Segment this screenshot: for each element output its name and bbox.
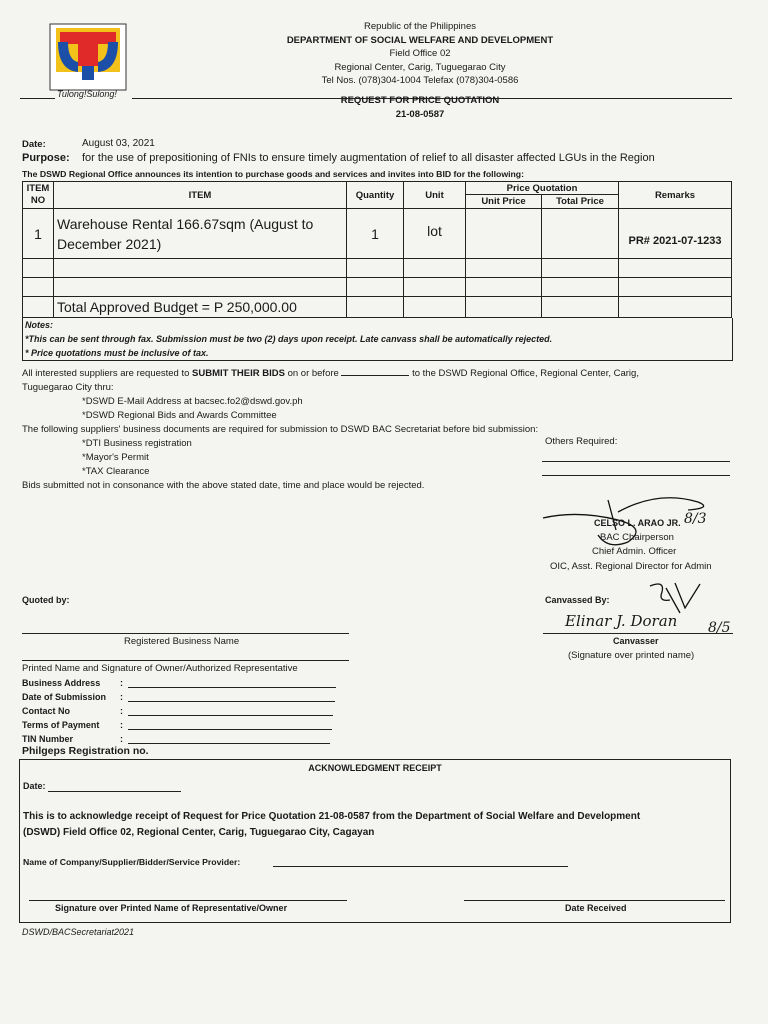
registered-business-label: Registered Business Name [124, 636, 240, 647]
date-submission-input[interactable] [128, 701, 335, 702]
signatory-title-2: Chief Admin. Officer [592, 546, 677, 557]
ack-date-input[interactable] [48, 791, 181, 792]
ack-signature-line[interactable] [29, 900, 347, 901]
document-title: REQUEST FOR PRICE QUOTATION [340, 95, 500, 106]
ack-statement: This is to acknowledge receipt of Request for Price Quotation 21-08-0587 from the Department of Social Welfare and Development (DSWD) Field Office 02, Regional Center, Carig, Tuguegarao City, Cagayan [23, 811, 641, 838]
header-price-quotation: Price Quotation [466, 182, 619, 195]
canvasser-date: 8/5 [708, 620, 731, 636]
canvasser-label: Canvasser [613, 636, 659, 646]
mayor-line: *Mayor's Permit [82, 452, 149, 463]
header-quantity: Quantity [347, 182, 404, 209]
bac-line: *DSWD Regional Bids and Awards Committee [82, 410, 277, 421]
tax-line: *TAX Clearance [82, 466, 150, 477]
dswd-logo [48, 22, 128, 92]
row1-remarks: PR# 2021-07-1233 [619, 209, 732, 259]
header-remarks: Remarks [619, 182, 732, 209]
signatory-title-1: BAC Chairperson [600, 532, 674, 543]
office-address: Regional Center, Carig, Tuguegarao City [334, 61, 506, 73]
date-value: August 03, 2021 [82, 138, 155, 149]
dswd-logo-icon [48, 22, 128, 92]
date-submission-label: Date of Submission [22, 692, 107, 702]
row1-quantity: 1 [347, 209, 404, 259]
notes-line-1: *This can be sent through fax. Submission must be two (2) days upon receipt. Late canvass shall be automatically rejected. [25, 334, 553, 344]
field-colons: : : : : : [120, 678, 123, 744]
notes-box [22, 318, 733, 361]
intent-statement: The DSWD Regional Office announces its intention to purchase goods and services and invites into BID for the following: [22, 169, 524, 179]
contact-label: Contact No [22, 706, 70, 716]
header-total-price: Total Price [542, 195, 619, 209]
table-header-row [23, 182, 732, 195]
total-approved-budget: Total Approved Budget = P 250,000.00 [54, 297, 347, 318]
quoted-by-label: Quoted by: [22, 595, 70, 605]
notes-label: Notes: [25, 320, 54, 330]
table-row [23, 259, 732, 278]
purpose-label: Purpose: [22, 152, 70, 164]
row1-total-price [542, 209, 619, 259]
signatory-date: 8/3 [684, 511, 707, 527]
signatory-title-3: OIC, Asst. Regional Director for Admin [550, 561, 712, 572]
header-unit-price: Unit Price [466, 195, 542, 209]
dti-line: *DTI Business registration [82, 438, 192, 449]
supplier-fields [22, 676, 106, 746]
canvasser-line [543, 633, 733, 634]
business-address-label: Business Address [22, 678, 101, 688]
header-item-no: ITEM NO [23, 182, 54, 209]
ack-signature-label: Signature over Printed Name of Representative/Owner [55, 903, 288, 913]
telephone: Tel Nos. (078)304-1004 Telefax (078)304-0586 [321, 75, 519, 86]
header-item: ITEM [54, 182, 347, 209]
ack-title: ACKNOWLEDGMENT RECEIPT [308, 763, 442, 773]
business-address-input[interactable] [128, 687, 336, 688]
footer-code: DSWD/BACSecretariat2021 [22, 927, 135, 937]
others-line-1 [542, 461, 730, 462]
contact-input[interactable] [128, 715, 333, 716]
row1-unit: lot [404, 209, 466, 259]
table-row [23, 278, 732, 297]
date-received-line[interactable] [464, 900, 725, 901]
signatory-name: CELSO L. ARAO JR. [594, 518, 681, 528]
others-line-2 [542, 475, 730, 476]
date-label: Date: [22, 139, 46, 150]
philgeps-label: Philgeps Registration no. [22, 745, 149, 757]
row1-item: Warehouse Rental 166.67sqm (August to December 2021) [54, 209, 347, 259]
canvasser-signature: Elinar J. Doran [565, 612, 678, 630]
business-name-line [22, 633, 349, 634]
republic-text: Republic of the Philippines [364, 21, 476, 32]
company-input[interactable] [273, 866, 568, 867]
terms-input[interactable] [128, 729, 332, 730]
document-number: 21-08-0587 [395, 109, 445, 120]
department-name: DEPARTMENT OF SOCIAL WELFARE AND DEVELOPMENT [286, 34, 554, 46]
purpose-value: for the use of prepositioning of FNIs to ensure timely augmentation of relief to all disaster affected LGUs in the Region [82, 152, 655, 164]
email-line: *DSWD E-Mail Address at bacsec.fo2@dswd.gov.ph [82, 396, 303, 407]
total-row [23, 297, 732, 318]
printed-name-label: Printed Name and Signature of Owner/Authorized Representative [22, 663, 298, 674]
rejection-notice: Bids submitted not in consonance with the above stated date, time and place would be rejected. [22, 480, 425, 491]
agency-header [200, 20, 640, 88]
terms-label: Terms of Payment [22, 720, 100, 730]
submit-instruction-cont: Tuguegarao City thru: [22, 382, 114, 393]
company-label: Name of Company/Supplier/Bidder/Service Provider: [23, 857, 241, 867]
tin-input[interactable] [128, 743, 330, 744]
tin-label: TIN Number [22, 734, 74, 744]
others-required-label: Others Required: [545, 436, 618, 447]
canvassed-by-label: Canvassed By: [545, 595, 610, 605]
table-row [23, 209, 732, 259]
submit-instruction: All interested suppliers are requested to SUBMIT THEIR BIDS on or before to the DSWD Regional Office, Regional Center, Carig, [22, 368, 639, 379]
field-office: Field Office 02 [389, 48, 451, 59]
ack-date-label: Date: [23, 781, 46, 791]
canvasser-sub-label: (Signature over printed name) [568, 650, 695, 661]
logo-rule-left [20, 98, 55, 99]
date-received-label: Date Received [565, 903, 627, 913]
header-unit: Unit [404, 182, 466, 209]
documents-intro: The following suppliers' business documents are required for submission to DSWD BAC Secretariat before bid submission: [22, 424, 539, 435]
row1-no: 1 [23, 209, 54, 259]
owner-name-line [22, 660, 349, 661]
acknowledgment-box [19, 759, 731, 923]
logo-slogan: Tulong!Sulong! [57, 89, 117, 99]
notes-line-2: * Price quotations must be inclusive of tax. [25, 348, 209, 358]
row1-unit-price [466, 209, 542, 259]
items-table [22, 181, 732, 318]
